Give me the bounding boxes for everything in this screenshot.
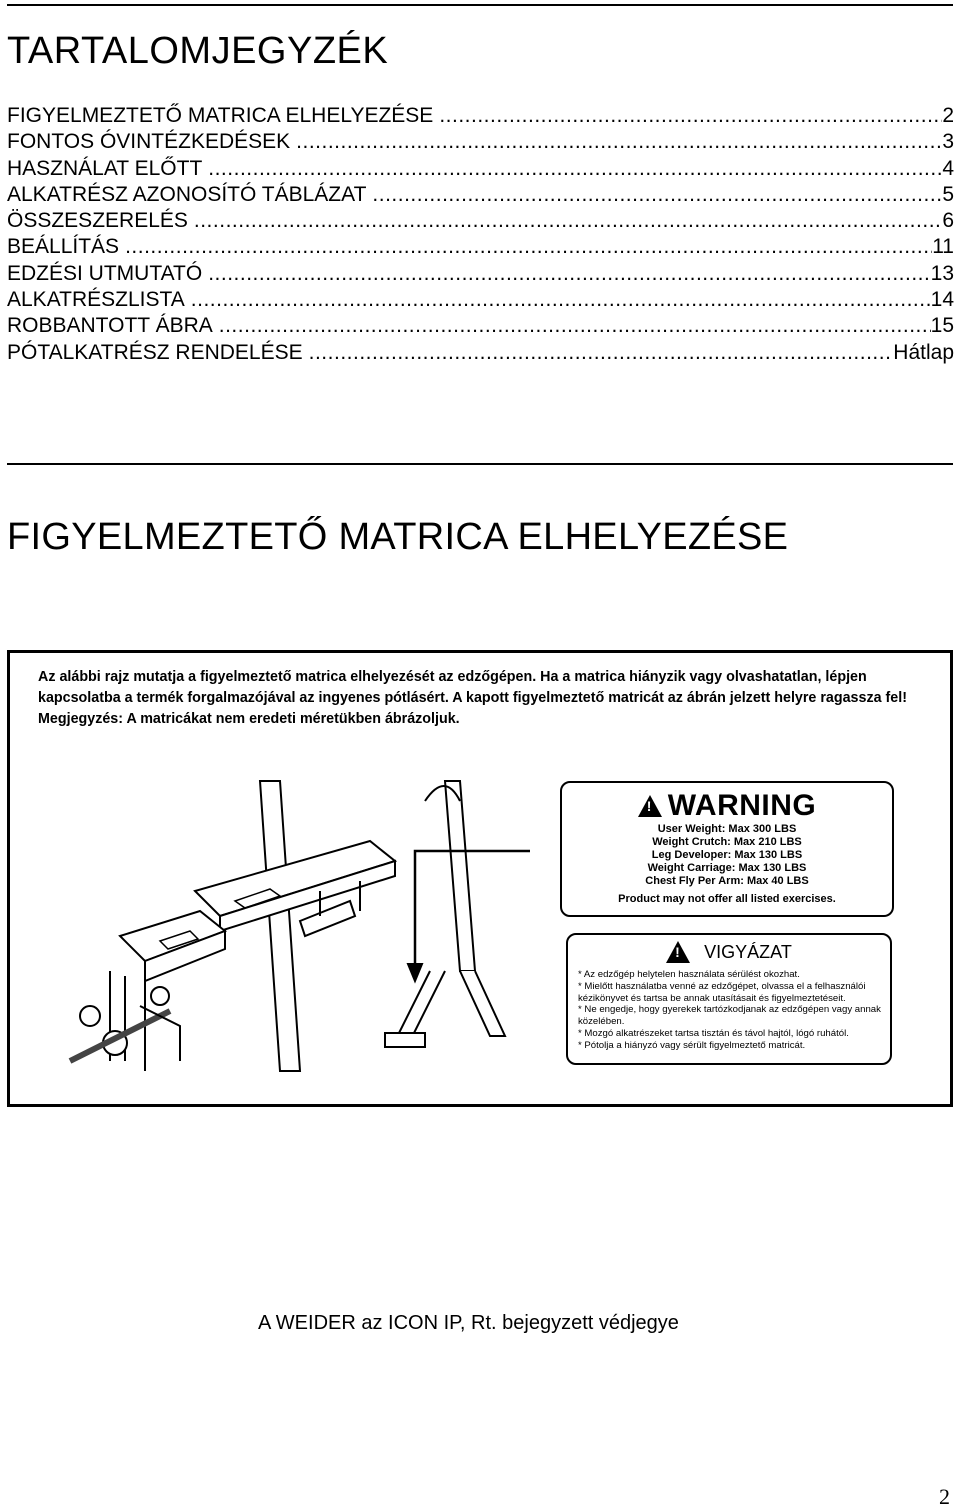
vigyazat-decal-line: * Az edzőgép helytelen használata sérülést okozhat. (578, 969, 800, 980)
warning-decal-line: Weight Carriage: Max 130 LBS (647, 862, 807, 874)
toc-entry[interactable] (7, 313, 954, 339)
warning-title-text: WARNING (667, 789, 817, 822)
toc-entry-page: 3 (942, 130, 954, 154)
toc-list (7, 103, 954, 366)
toc-entry-page: 14 (930, 288, 954, 312)
vigyazat-title-text: VIGYÁZAT (704, 941, 792, 962)
toc-entry-title: ALKATRÉSZLISTA (7, 288, 185, 312)
toc-entry-page: 5 (942, 182, 954, 206)
toc-entry[interactable] (7, 156, 954, 182)
trademark-notice: A WEIDER az ICON IP, Rt. bejegyzett védjegye (258, 1312, 679, 1334)
figure-intro-text: Az alábbi rajz mutatja a figyelmeztető matrica elhelyezését az edzőgépen. Ha a matrica hiányzik vagy olvashatatlan, lépjen kapcsolatba a termék forgalmazójával az ingyenes pótlásért. A kapott figyelmeztető matricát az ábrán jelzett helyre ragassza fel! Megjegyzés: A matricákat nem eredeti méretükben ábrázoljuk. (38, 669, 907, 727)
vigyazat-decal-line: * Pótolja a hiányzó vagy sérült figyelmeztető matricát. (578, 1039, 806, 1051)
warning-decal-footer: Product may not offer all listed exercises. (618, 893, 836, 905)
page-number: 2 (939, 1484, 950, 1509)
toc-entry-title: FIGYELMEZTETŐ MATRICA ELHELYEZÉSE (7, 104, 434, 127)
toc-entry-page: 6 (942, 209, 954, 233)
toc-entry-title: ALKATRÉSZ AZONOSÍTÓ TÁBLÁZAT (7, 182, 367, 206)
section-heading: FIGYELMEZTETŐ MATRICA ELHELYEZÉSE (7, 516, 789, 558)
toc-entry[interactable] (7, 208, 954, 234)
toc-entry[interactable] (7, 182, 954, 208)
warning-triangle-icon (666, 941, 690, 963)
vigyazat-decal-title (568, 941, 890, 963)
toc-heading: TARTALOMJEGYZÉK (7, 30, 389, 72)
toc-leader-dots (219, 313, 931, 339)
toc-entry-title: ÖSSZESZERELÉS (7, 209, 188, 233)
vigyazat-decal-line: * Ne engedje, hogy gyerekek tartózkodjanak az edzőgépen vagy annak közelében. (578, 1004, 881, 1028)
toc-entry-page: 4 (942, 156, 954, 180)
toc-entry-title: PÓTALKATRÉSZ RENDELÉSE (7, 340, 303, 364)
warning-decal-title (562, 789, 892, 823)
toc-leader-dots (309, 340, 894, 366)
vigyazat-decal-line: * Mielőtt használatba venné az edzőgépet, olvassa el a felhasználói kézikönyvet és tartsa be annak utasításait és figyelmeztetéseit. (578, 980, 866, 1004)
warning-triangle-icon (638, 795, 662, 817)
toc-entry[interactable] (7, 234, 954, 260)
toc-entry-page: 13 (930, 261, 954, 285)
vigyazat-decal (566, 933, 892, 1065)
warning-decal-line: User Weight: Max 300 LBS (657, 823, 797, 835)
top-rule (7, 4, 953, 6)
weight-bench-drawing (50, 771, 550, 1101)
decal-figure (7, 650, 953, 1107)
toc-entry[interactable] (7, 129, 954, 155)
toc-entry-title: EDZÉSI UTMUTATÓ (7, 261, 203, 285)
warning-decal (560, 781, 894, 917)
section-rule (7, 463, 953, 465)
toc-entry-page: 2 (942, 104, 954, 127)
vigyazat-decal-line: * Mozgó alkatrészeket tartsa tisztán és távol hajtól, lógó ruhától. (578, 1027, 849, 1039)
toc-entry[interactable] (7, 340, 954, 366)
toc-entry[interactable] (7, 261, 954, 287)
toc-leader-dots (439, 103, 942, 129)
warning-decal-line: Leg Developer: Max 130 LBS (651, 849, 803, 861)
toc-leader-dots (296, 129, 942, 155)
toc-entry-page: Hátlap (893, 340, 954, 364)
toc-entry-title: FONTOS ÓVINTÉZKEDÉSEK (7, 130, 291, 154)
toc-entry-page: 11 (932, 235, 954, 259)
toc-leader-dots (191, 287, 931, 313)
toc-leader-dots (125, 234, 932, 260)
toc-entry-title: HASZNÁLAT ELŐTT (7, 156, 203, 180)
toc-entry-title: BEÁLLÍTÁS (7, 235, 120, 259)
toc-leader-dots (372, 182, 942, 208)
toc-entry[interactable] (7, 287, 954, 313)
toc-entry-title: ROBBANTOTT ÁBRA (7, 314, 213, 338)
toc-leader-dots (208, 156, 942, 182)
toc-leader-dots (194, 208, 942, 234)
toc-leader-dots (208, 261, 930, 287)
toc-entry-page: 15 (930, 314, 954, 338)
warning-decal-line: Chest Fly Per Arm: Max 40 LBS (645, 875, 809, 887)
warning-decal-line: Weight Crutch: Max 210 LBS (652, 836, 802, 848)
toc-entry[interactable] (7, 103, 954, 129)
